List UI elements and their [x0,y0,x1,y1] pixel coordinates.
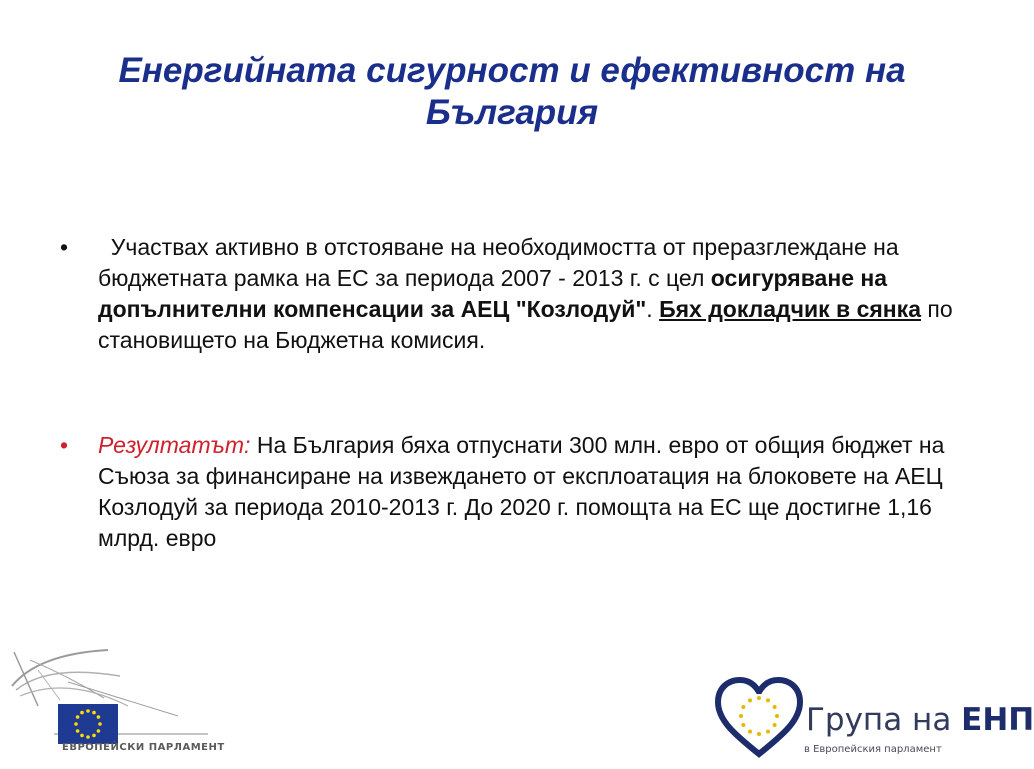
bullet-emphasis-shadow-rapporteur: Бях докладчик в сянка [659,296,921,322]
bullet-marker: • [60,234,69,260]
epp-group-logo [710,672,1034,764]
heart-stars-icon [714,672,804,760]
epp-group-name [806,702,1034,738]
bullet-text-part: . [646,296,660,322]
epp-abbreviation: ЕНП [961,702,1034,738]
bullet-marker: • [60,432,69,458]
slide-title [40,50,984,134]
bullet-text-part: по становището на Бюджетна комисия. [98,296,953,353]
bullet-text-part: Участвах активно в отстояване на необходимостта от преразглеждане на бюджетната рамка на ЕС за периода 2007 - 2013 г. с цел [98,234,899,291]
ep-caption: ЕВРОПЕЙСКИ ПАРЛАМЕНТ [62,742,225,753]
slide-title-line-1: Енергийната сигурност и ефективност на [118,51,906,90]
epp-name-prefix: Група на [806,702,962,738]
slide-title-line-2: България [425,93,599,132]
bullet-text-part: На България бяха отпуснати 300 млн. евро от общия бюджет на Съюза за финансиране на извеждането от експлоатация на блоковете на АЕЦ Козлодуй за периода 2010-2013 г. До 2020 г. помощта на ЕС ще достигне 1,16 млрд. евро [98,432,945,551]
result-label: Резултатът: [98,432,251,458]
bullet-text [98,232,968,356]
bullet-emphasis-compensation: осигуряване на допълнителни компенсации за АЕЦ "Козлодуй" [98,265,888,322]
epp-subtitle: в Европейския парламент [804,744,942,755]
bullet-text [98,430,968,554]
